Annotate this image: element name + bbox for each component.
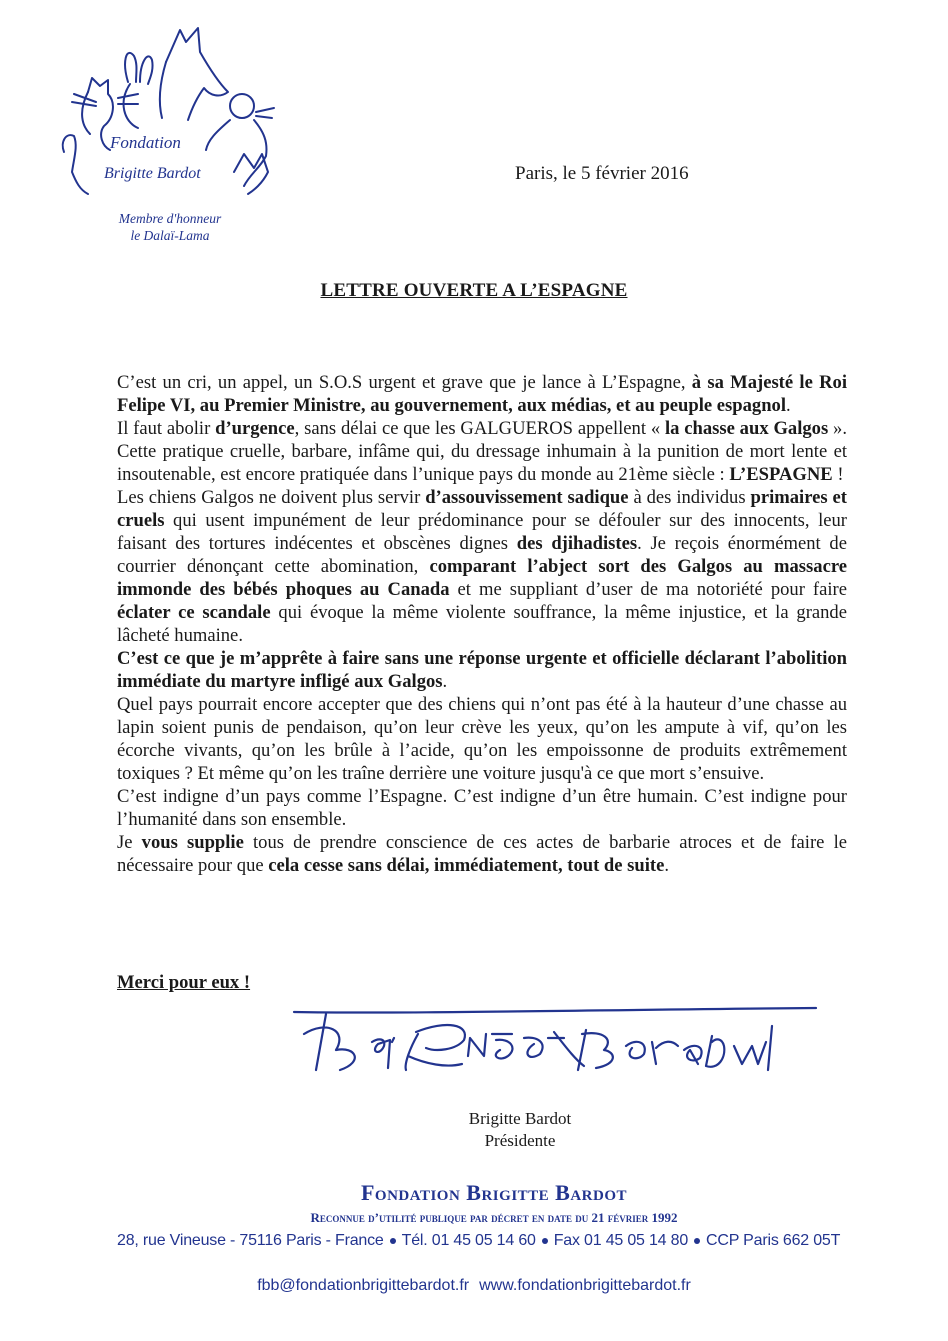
- text-run: , sans délai ce que les GALGUEROS appellent «: [294, 418, 665, 439]
- signer-role: Présidente: [484, 1131, 556, 1150]
- bold-text-run: éclater ce scandale: [117, 602, 271, 623]
- text-run: ». Cette pratique cruelle, barbare, infâme qui, du dressage inhumain à la punition de mort lente et insoutenable, est encore pratiquée dans l’unique pays du monde au 21ème siècle :: [117, 418, 847, 485]
- text-run: .: [664, 855, 670, 876]
- footer-tel: Tél. 01 45 05 14 60: [401, 1232, 536, 1249]
- footer-recognition: Reconnue d’utilité publique par décret en date du 21 février 1992: [310, 1210, 678, 1225]
- text-run: C’est indigne d’un pays comme l’Espagne. C’est indigne d’un être humain. C’est indigne pour l’humanité dans son ensemble.: [117, 786, 847, 830]
- text-run: . Je reçois énormément de courrier dénonçant cette abomination,: [117, 533, 847, 577]
- footer-fax: Fax 01 45 05 14 80: [553, 1232, 689, 1249]
- text-run: .: [442, 671, 448, 692]
- letter-title: LETTRE OUVERTE A L’ESPAGNE: [320, 280, 628, 301]
- text-run: Il faut abolir: [117, 418, 216, 439]
- signature-icon: [286, 990, 826, 1085]
- text-run: qui usent impunément de leur prédominance pour se défouler sur des innocents, leur faisant des tortures indécentes et obscènes dignes: [117, 510, 847, 554]
- bold-text-run: d’assouvissement sadique: [425, 487, 629, 508]
- logo-text-fondation: Fondation: [110, 133, 181, 152]
- bold-text-run: comparant l’abject sort des Galgos au massacre immonde des bébés phoques au Canada: [117, 556, 847, 600]
- footer-ccp: CCP Paris 662 05T: [706, 1232, 841, 1249]
- logo-text-name: Brigitte Bardot: [104, 165, 201, 182]
- footer-website-link[interactable]: www.fondationbrigittebardot.fr: [479, 1277, 691, 1294]
- letter-paragraph: [117, 486, 847, 647]
- bold-text-run: cela cesse sans délai, immédiatement, tout de suite: [268, 855, 665, 876]
- closing-line: Merci pour eux !: [117, 972, 251, 993]
- letter-paragraph: [117, 785, 847, 831]
- text-run: qui évoque la même violente souffrance, la même injustice, et la grande lâcheté humaine.: [117, 602, 847, 646]
- bold-text-run: vous supplie: [141, 832, 244, 853]
- honor-line-2: le Dalaï-Lama: [130, 228, 210, 243]
- bold-text-run: d’urgence: [215, 418, 295, 439]
- honorary-member: [100, 210, 240, 244]
- honor-line-1: Membre d'honneur: [118, 211, 222, 226]
- signer-name: Brigitte Bardot: [468, 1109, 572, 1128]
- animals-logo-icon: [58, 22, 286, 200]
- footer-web-line: [0, 1277, 948, 1295]
- bold-text-run: à sa Majesté le Roi Felipe VI, au Premier Ministre, au gouvernement, aux médias, et au peuple espagnol: [117, 372, 847, 416]
- text-run: .: [786, 395, 791, 416]
- footer-org-name: Fondation Brigitte Bardot: [360, 1180, 628, 1205]
- footer-address: 28, rue Vineuse - 75116 Paris - France: [117, 1232, 384, 1249]
- signer-block: [420, 1108, 620, 1152]
- letter-date: Paris, le 5 février 2016: [515, 163, 689, 184]
- footer-contact-line: [117, 1232, 887, 1250]
- letter-paragraph: [117, 647, 847, 693]
- bold-text-run: des djihadistes: [516, 533, 638, 554]
- text-run: Je: [117, 832, 142, 853]
- text-run: Quel pays pourrait encore accepter que des chiens qui n’ont pas été à la hauteur d’une chasse au lapin soient punis de pendaison, qu’on leur crève les yeux, qu’on les ampute à vif, qu’on les écorche vivants, qu’on les brûle à l’acide, qu’on les empoissonne de produits extrêmement toxiques ? Et même qu’on les traîne derrière une voiture jusqu'à ce que mort s’ensuive.: [117, 694, 847, 784]
- text-run: !: [832, 464, 844, 485]
- letter-paragraph: [117, 831, 847, 877]
- handwritten-signature: [286, 990, 826, 1085]
- footer-email-link[interactable]: fbb@fondationbrigittebardot.fr: [257, 1277, 470, 1294]
- letter-paragraph: [117, 417, 847, 486]
- letter-paragraph: [117, 371, 847, 417]
- text-run: C’est un cri, un appel, un S.O.S urgent et grave que je lance à L’Espagne,: [117, 372, 692, 393]
- letter-body: [117, 371, 847, 877]
- text-run: et me suppliant d’user de ma notoriété pour faire: [449, 579, 847, 600]
- text-run: à des individus: [628, 487, 751, 508]
- bullet-icon: [542, 1238, 548, 1244]
- bold-text-run: primaires et cruels: [117, 487, 847, 531]
- text-run: tous de prendre conscience de ces actes de barbarie atroces et de faire le nécessaire pour que: [117, 832, 847, 876]
- bullet-icon: [390, 1238, 396, 1244]
- bullet-icon: [694, 1238, 700, 1244]
- bold-text-run: L’ESPAGNE: [729, 464, 833, 485]
- foundation-logo: [58, 22, 286, 200]
- bold-text-run: C’est ce que je m’apprête à faire sans une réponse urgente et officielle déclarant l’abolition immédiate du martyre infligé aux Galgos: [117, 648, 847, 692]
- letter-paragraph: [117, 693, 847, 785]
- bold-text-run: la chasse aux Galgos: [664, 418, 829, 439]
- text-run: Les chiens Galgos ne doivent plus servir: [117, 487, 426, 508]
